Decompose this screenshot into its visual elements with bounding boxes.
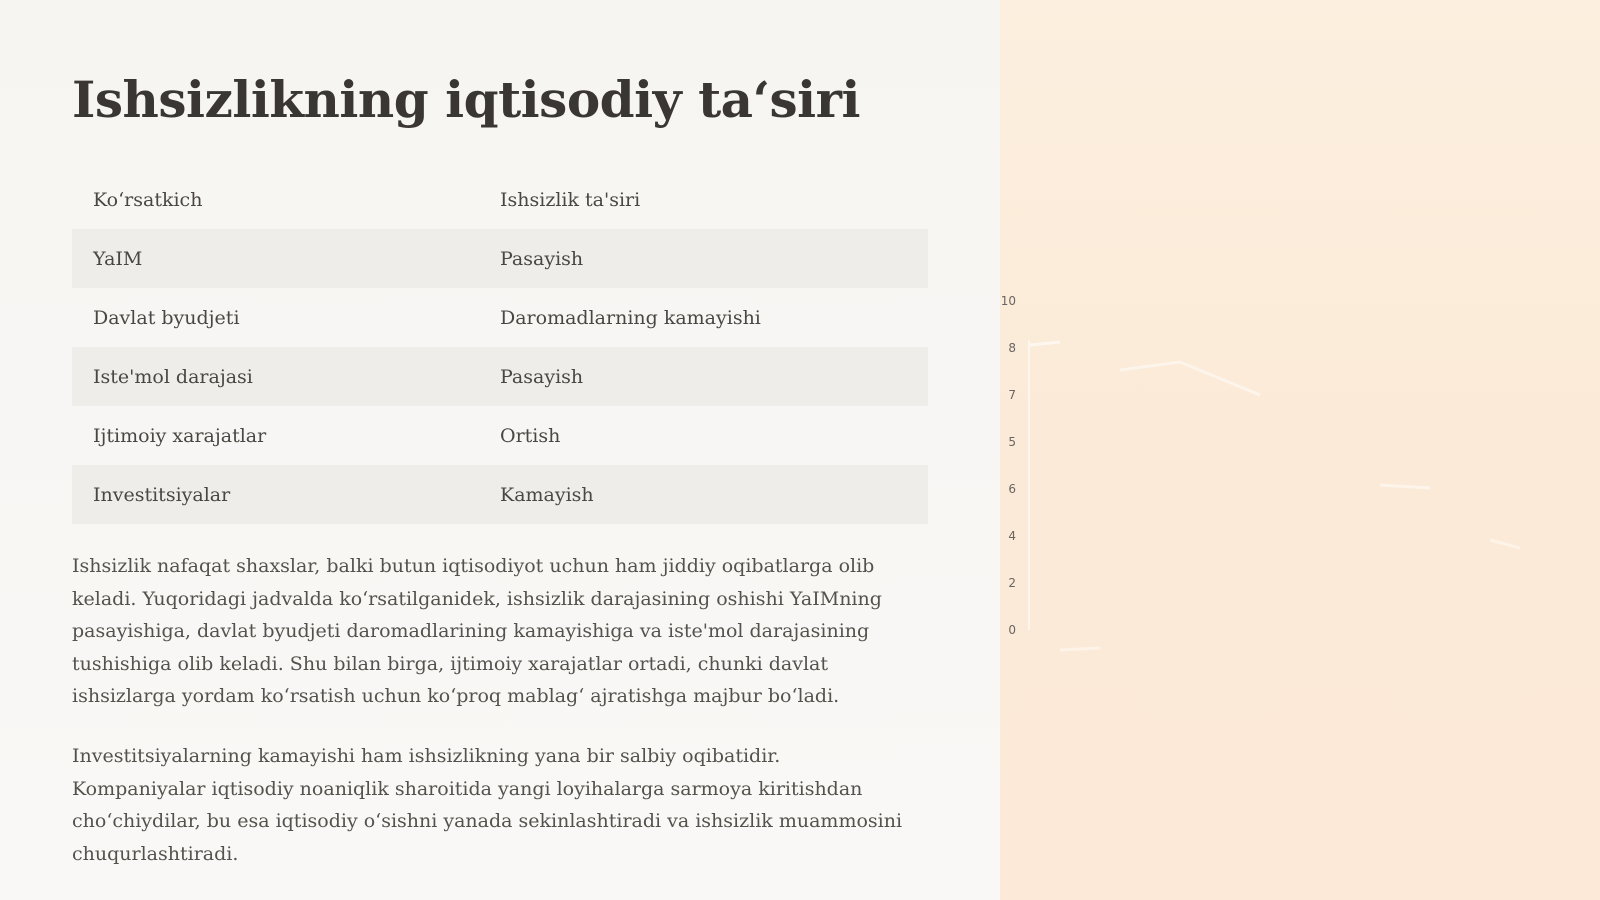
table-header-row <box>72 170 928 229</box>
table-cell: Daromadlarning kamayishi <box>500 306 761 329</box>
table-header-cell: Ishsizlik ta'siri <box>500 188 641 211</box>
table-cell: Davlat byudjeti <box>93 306 240 329</box>
table-cell: Investitsiyalar <box>93 483 231 506</box>
axis-tick-label: 0 <box>1008 623 1016 637</box>
axis-tick-label: 6 <box>1008 482 1016 496</box>
axis-tick-label: 10 <box>1000 294 1016 308</box>
axis-tick-label: 8 <box>1008 341 1016 355</box>
table-cell: Ortish <box>500 424 561 447</box>
table-row <box>72 288 928 347</box>
faded-axis-line <box>1028 340 1030 630</box>
body-paragraph: Investitsiyalarning kamayishi ham ishsizlikning yana bir salbiy oqibatidir. Kompaniyalar iqtisodiy noaniqlik sharoitida yangi loyihalarga sarmoya kiritishdan choʻchiydilar, bu esa iqtisodiy oʻsishni yanada sekinlashtiradi va ishsizlik muammosini chuqurlashtiradi. <box>72 745 903 865</box>
body-paragraph: Ishsizlik nafaqat shaxslar, balki butun iqtisodiyot uchun ham jiddiy oqibatlarga olib keladi. Yuqoridagi jadvalda koʻrsatilganidek, ishsizlik darajasining oshishi YaIMning pasayishiga, davlat byudjeti daromadlarining kamayishiga va iste'mol darajasining tushishiga olib keladi. Shu bilan birga, ijtimoiy xarajatlar ortadi, chunki davlat ishsizlarga yordam koʻrsatish uchun koʻproq mablagʻ ajratishga majbur boʻladi. <box>72 555 882 708</box>
table-row <box>72 347 928 406</box>
axis-tick-label: 4 <box>1008 529 1016 543</box>
table-row <box>72 406 928 465</box>
table-cell: Ijtimoiy xarajatlar <box>93 424 267 447</box>
faded-chart-lines <box>1000 0 1600 900</box>
impact-table <box>72 170 928 524</box>
table-cell: Pasayish <box>500 247 584 270</box>
table-row <box>72 465 928 524</box>
page-title: Ishsizlikning iqtisodiy taʻsiri <box>72 70 860 129</box>
axis-tick-label: 7 <box>1008 388 1016 402</box>
table-row <box>72 229 928 288</box>
table-cell: YaIM <box>93 247 143 270</box>
table-cell: Kamayish <box>500 483 594 506</box>
table-header-cell: Koʻrsatkich <box>93 188 203 211</box>
axis-tick-label: 5 <box>1008 435 1016 449</box>
axis-tick-label: 2 <box>1008 576 1016 590</box>
table-cell: Pasayish <box>500 365 584 388</box>
table-cell: Iste'mol darajasi <box>93 365 253 388</box>
